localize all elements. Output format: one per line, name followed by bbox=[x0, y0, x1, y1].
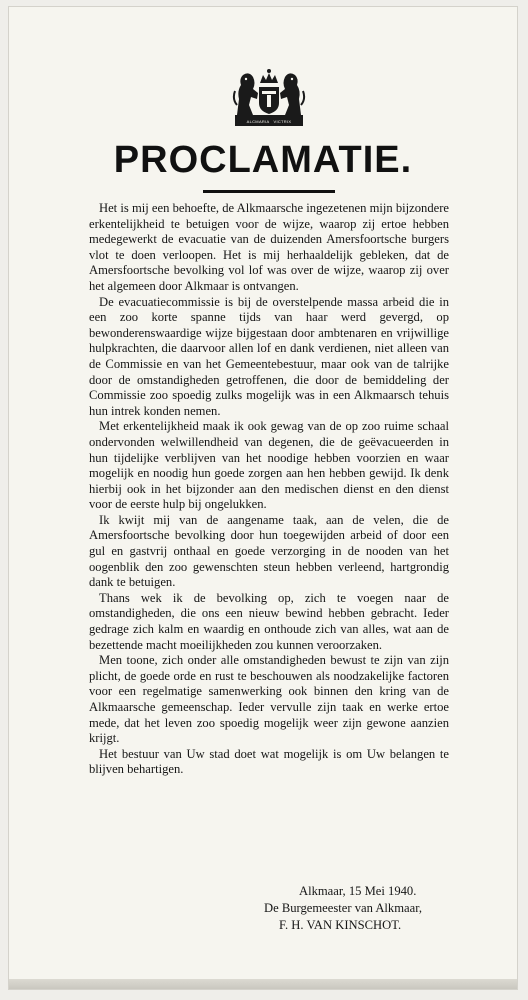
signature-block bbox=[209, 883, 437, 934]
crest-motto bbox=[231, 119, 307, 124]
paragraph-1: Het is mij een behoefte, de Alkmaarsche ingezetenen mijn bijzondere erkentelijkheid te betuigen voor de wijze, waarop zij ertoe hebben medegewerkt de evacuatie van de duizenden Amersfoortsche burgers vlot te doen verloopen. Het is mij herhaaldelijk gebleken, dat de Amersfoortsche bevolking vol lof was over de wijze, waarop zij over het algemeen door Alkmaar is ontvangen. bbox=[89, 201, 449, 293]
paragraph-3: Met erkentelijkheid maak ik ook gewag van de op zoo ruime schaal ondervonden welwillendheid van degenen, die de geëvacueerden in hun tijdelijke verblijven van het noodige hebben voorzien en waar mogelijk en noodig hun goede zorgen aan hen hebben gewijd. Ik denk hierbij ook in het bijzonder aan den medischen dienst en den dienst voor de eerste hulp bij ongelukken. bbox=[89, 419, 449, 512]
paragraph-5: Thans wek ik de bevolking op, zich te voegen naar de omstandigheden, die ons een nieuw bewind hebben gebracht. Ieder gedrage zich kalm en waardig en onthoude zich van alles, wat aan de bezettende macht moeilijkheden zou kunnen veroorzaken. bbox=[89, 590, 449, 652]
crest-motto-right: VICTRIX bbox=[273, 119, 292, 124]
signature-place-date: Alkmaar, 15 Mei 1940. bbox=[299, 884, 417, 898]
proclamation-body bbox=[89, 201, 449, 778]
paragraph-6: Men toone, zich onder alle omstandigheden bewust te zijn van zijn plicht, de goede orde en rust te beschouwen als noodzakelijke factoren voor een regelmatige samenwerking ook binnen den kring van de Alkmaarsche gemeenschap. Ieder vervulle zijn taak en werke ertoe mede, dat het leven zoo spoedig mogelijk weer zijn gewone aanzien krijgt. bbox=[89, 653, 449, 746]
crest-motto-left: ALCMARIA bbox=[246, 119, 270, 124]
proclamation-sheet bbox=[8, 6, 518, 990]
paragraph-2: De evacuatiecommissie is bij de overstelpende massa arbeid die in een zoo korte spanne tijds van haar werd gevergd, op bewonderenswaardige wijze bijgestaan door ambtenaren en vrijwillige hulpkrachten, die daarvoor allen lof en dank verdienen, niet alleen van de Commissie en van het Gemeentebestuur, maar ook van de talrijke door de omstandigheden getroffenen, die door de bemiddeling der Commissie zoo spoedig zulks mogelijk was in een Alkmaarsch tehuis hun intrek konden nemen. bbox=[89, 294, 449, 418]
signature-role: De Burgemeester van Alkmaar, bbox=[264, 901, 423, 915]
alkmaar-coat-of-arms-icon bbox=[231, 65, 307, 127]
page-title: PROCLAMATIE. bbox=[113, 139, 413, 181]
title-underline bbox=[203, 190, 335, 193]
paragraph-4: Ik kwijt mij van de aangename taak, aan de velen, die de Amersfoortsche bevolking door hun toegewijden arbeid of door een gul en gastvrij onthaal en goede verzorging in de nooden van het oogenblik den zoo gewenschten steun hebben verleend, hartgrondig dank te betuigen. bbox=[89, 512, 449, 590]
signature-name: F. H. VAN KINSCHOT. bbox=[279, 918, 402, 932]
paper-bottom-edge bbox=[9, 979, 517, 989]
paragraph-7: Het bestuur van Uw stad doet wat mogelijk is om Uw belangen te blijven behartigen. bbox=[89, 746, 449, 777]
